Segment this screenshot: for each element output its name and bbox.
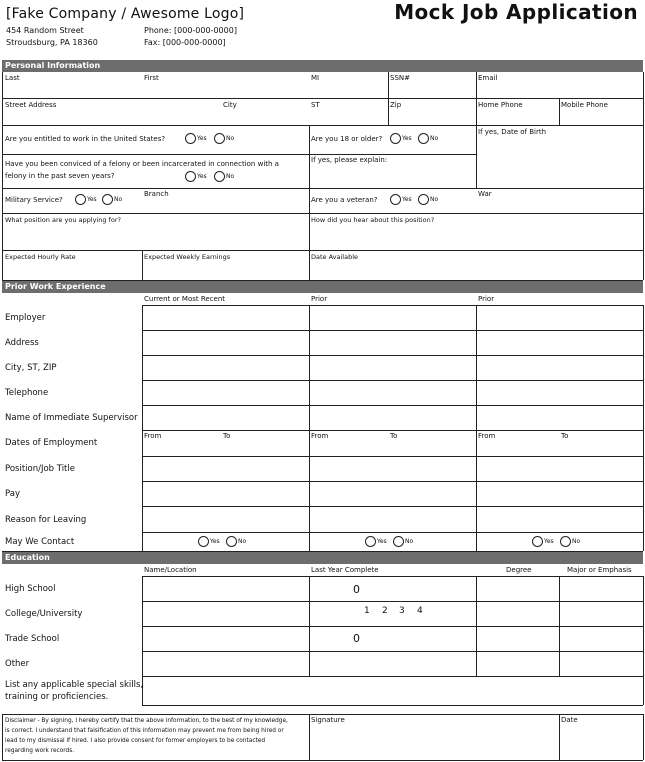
label-to: To xyxy=(561,432,569,440)
label-hourly-rate: Expected Hourly Rate xyxy=(5,253,76,261)
label-mobile-phone: Mobile Phone xyxy=(561,101,608,109)
radio-circle-icon xyxy=(365,536,376,547)
work-auth-no-radio[interactable]: No xyxy=(214,133,234,144)
work-row-pay: Pay xyxy=(5,489,20,499)
edu-row-other: Other xyxy=(5,659,30,669)
question-work-authorization: Are you entitled to work in the United States? xyxy=(5,135,166,143)
label-ssn: SSN# xyxy=(390,74,410,82)
table-rule xyxy=(388,72,389,125)
radio-circle-icon xyxy=(198,536,209,547)
contact-prior1-no-radio[interactable]: No xyxy=(393,536,413,547)
disclaimer-line2: is correct. I understand that falsification of this information may prevent me from being hired or xyxy=(5,728,284,734)
label-signature: Signature xyxy=(311,716,345,724)
table-rule xyxy=(476,305,477,551)
radio-circle-icon xyxy=(418,133,429,144)
radio-circle-icon xyxy=(418,194,429,205)
work-col-prior-2: Prior xyxy=(478,295,495,303)
edu-skills-line2: training or proficiencies. xyxy=(5,692,109,702)
label-date-available: Date Available xyxy=(311,253,359,261)
table-rule xyxy=(142,601,643,602)
label-city: City xyxy=(223,101,237,109)
label-from: From xyxy=(311,432,329,440)
company-address-line2: Stroudsburg, PA 18360 xyxy=(6,38,98,47)
work-row-city-st-zip: City, ST, ZIP xyxy=(5,363,57,373)
disclaimer-line1: Disclaimer - By signing, I hereby certify that the above information, to the best of my knowledge, xyxy=(5,718,288,724)
edu-row-college: College/University xyxy=(5,609,83,619)
table-rule xyxy=(2,188,643,189)
military-yes-radio[interactable]: Yes xyxy=(75,194,97,205)
table-rule xyxy=(559,714,560,760)
company-fax: Fax: [000-000-0000] xyxy=(144,38,226,47)
disclaimer-line4: regarding work records. xyxy=(5,748,75,754)
table-rule xyxy=(142,576,643,577)
label-state: ST xyxy=(311,101,320,109)
label-felony-explain: If yes, please explain: xyxy=(311,156,388,164)
table-rule xyxy=(142,305,143,551)
section-personal-information: Personal Information xyxy=(2,60,643,72)
radio-circle-icon xyxy=(185,171,196,182)
contact-current-yes-radio[interactable]: Yes xyxy=(198,536,220,547)
table-rule xyxy=(643,714,644,760)
radio-circle-icon xyxy=(102,194,113,205)
table-rule xyxy=(142,380,643,381)
work-row-may-contact: May We Contact xyxy=(5,537,75,547)
question-position: What position are you applying for? xyxy=(5,216,121,224)
work-row-dates: Dates of Employment xyxy=(5,438,98,448)
label-email: Email xyxy=(478,74,498,82)
edu-row-high-school: High School xyxy=(5,584,56,594)
trade-year-complete[interactable]: 0 xyxy=(353,632,360,645)
work-col-prior-1: Prior xyxy=(311,295,328,303)
label-zip: Zip xyxy=(390,101,402,109)
table-rule xyxy=(309,576,310,676)
label-home-phone: Home Phone xyxy=(478,101,523,109)
question-felony-line1: Have you been conviced of a felony or been incarcerated in connection with a xyxy=(5,160,279,168)
table-rule xyxy=(2,154,476,155)
label-branch: Branch xyxy=(144,190,169,198)
table-rule xyxy=(2,714,3,760)
age-yes-radio[interactable]: Yes xyxy=(390,133,412,144)
section-prior-work-experience: Prior Work Experience xyxy=(2,281,643,293)
table-rule xyxy=(559,98,560,125)
radio-circle-icon xyxy=(185,133,196,144)
age-no-radio[interactable]: No xyxy=(418,133,438,144)
table-rule xyxy=(2,72,3,280)
table-rule xyxy=(142,626,643,627)
work-row-telephone: Telephone xyxy=(5,388,49,398)
radio-circle-icon xyxy=(390,194,401,205)
disclaimer-line3: lead to my dismissal if hired. I also provide consent for former employers to be contacted xyxy=(5,738,266,744)
college-year-1[interactable]: 1 xyxy=(364,606,370,616)
table-rule xyxy=(2,98,643,99)
contact-prior2-yes-radio[interactable]: Yes xyxy=(532,536,554,547)
college-year-2[interactable]: 2 xyxy=(382,606,388,616)
table-rule xyxy=(2,760,643,761)
table-rule xyxy=(2,250,643,251)
table-rule xyxy=(142,330,643,331)
edu-skills-line1: List any applicable special skills, xyxy=(5,680,144,690)
label-street-address: Street Address xyxy=(5,101,57,109)
label-first-name: First xyxy=(144,74,159,82)
felony-no-radio[interactable]: No xyxy=(214,171,234,182)
felony-yes-radio[interactable]: Yes xyxy=(185,171,207,182)
page-title: Mock Job Application xyxy=(394,0,638,24)
contact-current-no-radio[interactable]: No xyxy=(226,536,246,547)
label-war: War xyxy=(478,190,492,198)
table-rule xyxy=(476,72,477,188)
radio-circle-icon xyxy=(214,133,225,144)
veteran-no-radio[interactable]: No xyxy=(418,194,438,205)
work-col-current: Current or Most Recent xyxy=(144,295,226,303)
table-rule xyxy=(142,481,643,482)
table-rule xyxy=(2,125,643,126)
company-phone: Phone: [000-000-0000] xyxy=(144,26,237,35)
table-rule xyxy=(559,576,560,676)
work-row-supervisor: Name of Immediate Supervisor xyxy=(5,413,138,423)
table-rule xyxy=(309,305,310,551)
work-row-employer: Employer xyxy=(5,313,46,323)
work-row-position: Position/Job Title xyxy=(5,464,75,474)
radio-circle-icon xyxy=(393,536,404,547)
work-row-reason: Reason for Leaving xyxy=(5,515,87,525)
label-from: From xyxy=(478,432,496,440)
edu-col-name-location: Name/Location xyxy=(144,566,197,574)
table-rule xyxy=(643,72,644,280)
radio-circle-icon xyxy=(560,536,571,547)
table-rule xyxy=(2,213,643,214)
table-rule xyxy=(643,305,644,551)
table-rule xyxy=(142,305,643,306)
table-rule xyxy=(142,532,643,533)
question-age: Are you 18 or older? xyxy=(311,135,383,143)
label-date-of-birth: If yes, Date of Birth xyxy=(478,128,547,136)
table-rule xyxy=(142,430,643,431)
label-to: To xyxy=(223,432,231,440)
company-logo-text: [Fake Company / Awesome Logo] xyxy=(6,6,245,22)
table-rule xyxy=(142,250,143,280)
question-felony-line2: felony in the past seven years? xyxy=(5,172,115,180)
label-from: From xyxy=(144,432,162,440)
edu-col-major: Major or Emphasis xyxy=(567,566,632,574)
radio-circle-icon xyxy=(226,536,237,547)
table-rule xyxy=(643,576,644,705)
label-date: Date xyxy=(561,716,578,724)
table-rule xyxy=(142,456,643,457)
table-rule xyxy=(2,714,643,715)
label-to: To xyxy=(390,432,398,440)
hs-year-complete[interactable]: 0 xyxy=(353,583,360,596)
table-rule xyxy=(309,714,310,760)
question-military-service: Military Service? xyxy=(5,196,63,204)
table-rule xyxy=(142,405,643,406)
label-last-name: Last xyxy=(5,74,20,82)
question-veteran: Are you a veteran? xyxy=(311,196,378,204)
table-rule xyxy=(142,705,643,706)
college-year-4[interactable]: 4 xyxy=(417,606,423,616)
contact-prior1-yes-radio[interactable]: Yes xyxy=(365,536,387,547)
military-no-radio[interactable]: No xyxy=(102,194,122,205)
radio-circle-icon xyxy=(532,536,543,547)
table-rule xyxy=(142,676,643,677)
table-rule xyxy=(142,355,643,356)
section-education: Education xyxy=(2,552,643,564)
radio-circle-icon xyxy=(75,194,86,205)
edu-col-last-year: Last Year Complete xyxy=(311,566,379,574)
edu-col-degree: Degree xyxy=(506,566,532,574)
radio-circle-icon xyxy=(390,133,401,144)
question-how-heard: How did you hear about this position? xyxy=(311,216,435,224)
table-rule xyxy=(309,125,310,280)
table-rule xyxy=(142,506,643,507)
table-rule xyxy=(476,576,477,676)
radio-circle-icon xyxy=(214,171,225,182)
table-rule xyxy=(142,651,643,652)
contact-prior2-no-radio[interactable]: No xyxy=(560,536,580,547)
label-mi: MI xyxy=(311,74,320,82)
label-weekly-earnings: Expected Weekly Earnings xyxy=(144,253,231,261)
veteran-yes-radio[interactable]: Yes xyxy=(390,194,412,205)
work-row-address: Address xyxy=(5,338,39,348)
work-auth-yes-radio[interactable]: Yes xyxy=(185,133,207,144)
edu-row-trade-school: Trade School xyxy=(5,634,60,644)
company-address-line1: 454 Random Street xyxy=(6,26,84,35)
college-year-3[interactable]: 3 xyxy=(399,606,405,616)
disclaimer-text xyxy=(5,716,305,756)
